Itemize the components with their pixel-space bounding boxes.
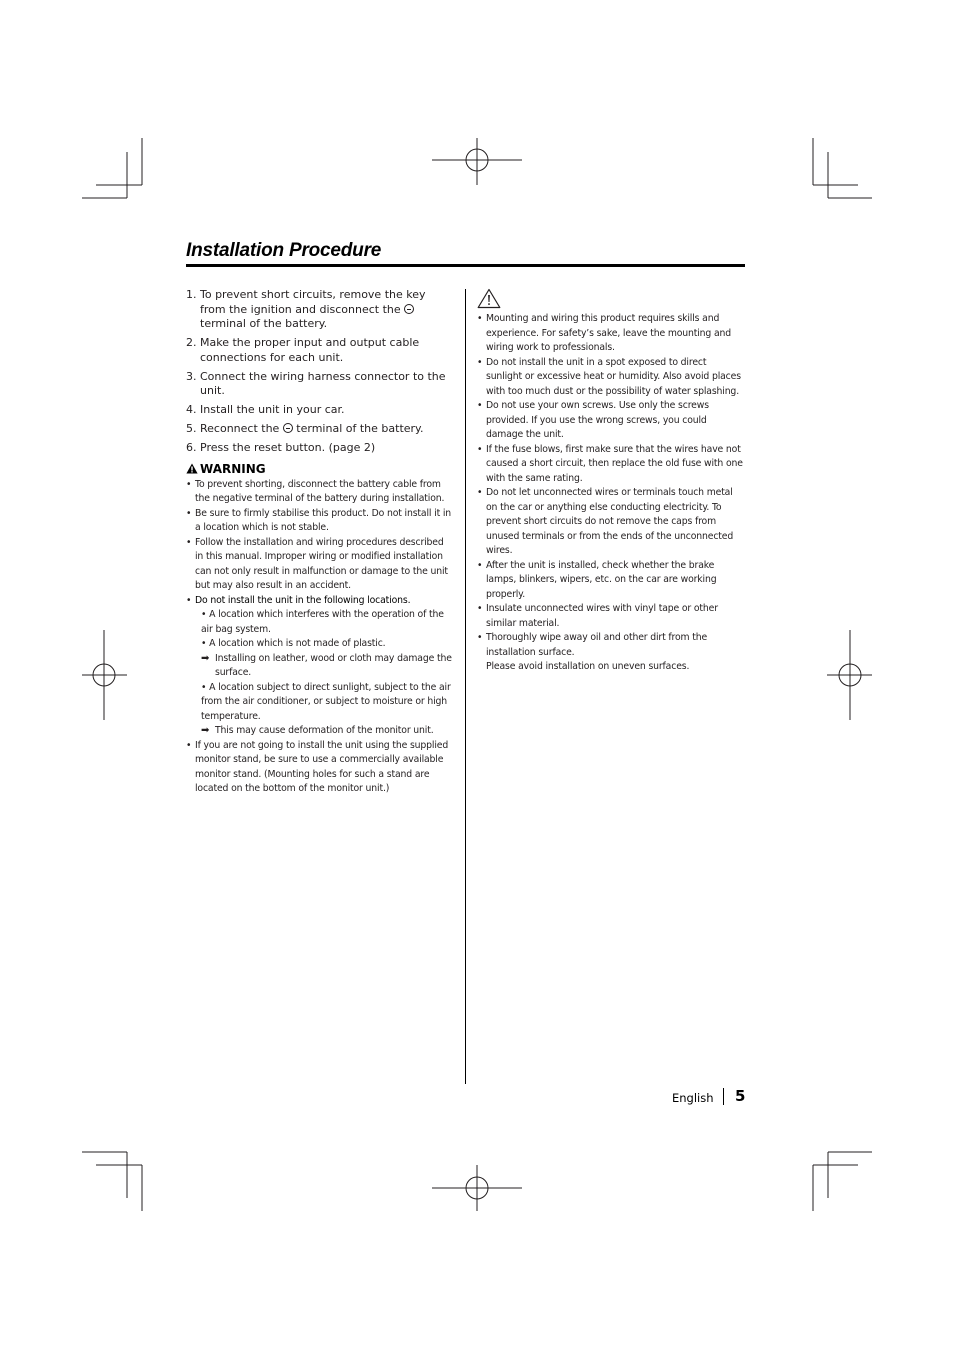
right-arrow-icon: ➡ bbox=[201, 725, 210, 736]
left-column bbox=[186, 288, 452, 797]
list-item: • Mounting and wiring this product requires skills and experience. For safety’s sake, leave the mounting and wiring work to professionals. bbox=[477, 313, 732, 353]
step-item: 5. Reconnect the terminal of the battery. bbox=[186, 422, 424, 435]
step-item: 2. Make the proper input and output cable connections for each unit. bbox=[186, 336, 420, 364]
list-item: • Follow the installation and wiring procedures described in this manual. Improper wiring or modified installation can not only result in malfunction or damage to the unit but may also result in an accident. bbox=[186, 536, 448, 591]
list-item: • Do not let unconnected wires or terminals touch metal on the car or anything else conducting electricity. To prevent short circuits do not remove the caps from unused terminals or from the ends of the unconnected wires. bbox=[477, 487, 734, 556]
right-column bbox=[477, 288, 745, 675]
list-item: • If you are not going to install the unit using the supplied monitor stand, be sure to use a commercially available monitor stand. (Mounting holes for such a stand are located on the bottom of the monitor unit.) bbox=[186, 739, 449, 794]
list-item: • After the unit is installed, check whether the brake lamps, blinkers, wipers, etc. on the car are working properly. bbox=[477, 559, 717, 600]
title-rule bbox=[186, 264, 745, 267]
list-item: • Do not install the unit in a spot exposed to direct sunlight or excessive heat or humidity. Also avoid places with too much dust or the possibility of water splashing. bbox=[477, 356, 741, 397]
right-arrow-icon: ➡ bbox=[201, 652, 210, 664]
step-item: 1. To prevent short circuits, remove the key from the ignition and disconnect the terminal of the battery. bbox=[186, 288, 426, 330]
step-item: 6. Press the reset button. (page 2) bbox=[186, 441, 376, 454]
list-item: • If the fuse blows, first make sure that the wires have not caused a short circuit, then replace the old fuse with one with the same rating. bbox=[477, 443, 743, 484]
warning-triangle-icon bbox=[186, 463, 198, 474]
footer-separator bbox=[723, 1088, 724, 1105]
caution-list bbox=[477, 312, 745, 675]
list-item: • To prevent shorting, disconnect the battery cable from the negative terminal of the battery during installation. bbox=[186, 478, 445, 504]
continuation-text: Please avoid installation on uneven surfaces. bbox=[486, 661, 690, 672]
list-item: • Do not use your own screws. Use only the screws provided. If you use the wrong screws, you could damage the unit. bbox=[477, 400, 709, 440]
step-item: 4. Install the unit in your car. bbox=[186, 403, 345, 416]
list-item: • Do not install the unit in the following locations. • A location which interferes with the operation of the air bag system. • A location which is not made of plastic. ➡ Installing on leather, wood or cloth may damage the surface. • A location subject to direct sunlight, subject to the air from the air conditioner, or subject to moisture or high temperature. ➡ This may cause deformation of the monitor unit. bbox=[186, 594, 452, 739]
installation-steps bbox=[186, 288, 452, 456]
column-divider bbox=[465, 289, 466, 1084]
minus-terminal-icon bbox=[404, 304, 414, 314]
page-title: Installation Procedure bbox=[186, 240, 382, 261]
location-item: • A location which interferes with the operation of the air bag system. bbox=[201, 609, 444, 635]
location-list bbox=[195, 608, 452, 739]
page-number: 5 bbox=[735, 1087, 746, 1105]
footer-language: English bbox=[672, 1091, 714, 1105]
location-item: • A location which is not made of plastic. ➡ Installing on leather, wood or cloth may damage the surface. bbox=[201, 637, 452, 681]
warning-list bbox=[186, 478, 452, 797]
list-item: • Be sure to firmly stabilise this product. Do not install it in a location which is not stable. bbox=[186, 507, 452, 533]
list-item: • Thoroughly wipe away oil and other dirt from the installation surface. Please avoid installation on uneven surfaces. bbox=[477, 631, 745, 675]
list-item: • Insulate unconnected wires with vinyl tape or other similar material. bbox=[477, 603, 718, 629]
step-item: 3. Connect the wiring harness connector to the unit. bbox=[186, 369, 446, 397]
location-note: ➡ This may cause deformation of the monitor unit. bbox=[201, 724, 452, 739]
warning-heading: WARNING bbox=[186, 462, 452, 477]
minus-terminal-icon bbox=[283, 423, 293, 433]
caution-triangle-icon bbox=[477, 288, 501, 309]
location-item: • A location subject to direct sunlight, subject to the air from the air conditioner, or subject to moisture or high temperature. ➡ This may cause deformation of the monitor unit. bbox=[201, 681, 452, 739]
location-note: ➡ Installing on leather, wood or cloth may damage the surface. bbox=[201, 652, 452, 678]
